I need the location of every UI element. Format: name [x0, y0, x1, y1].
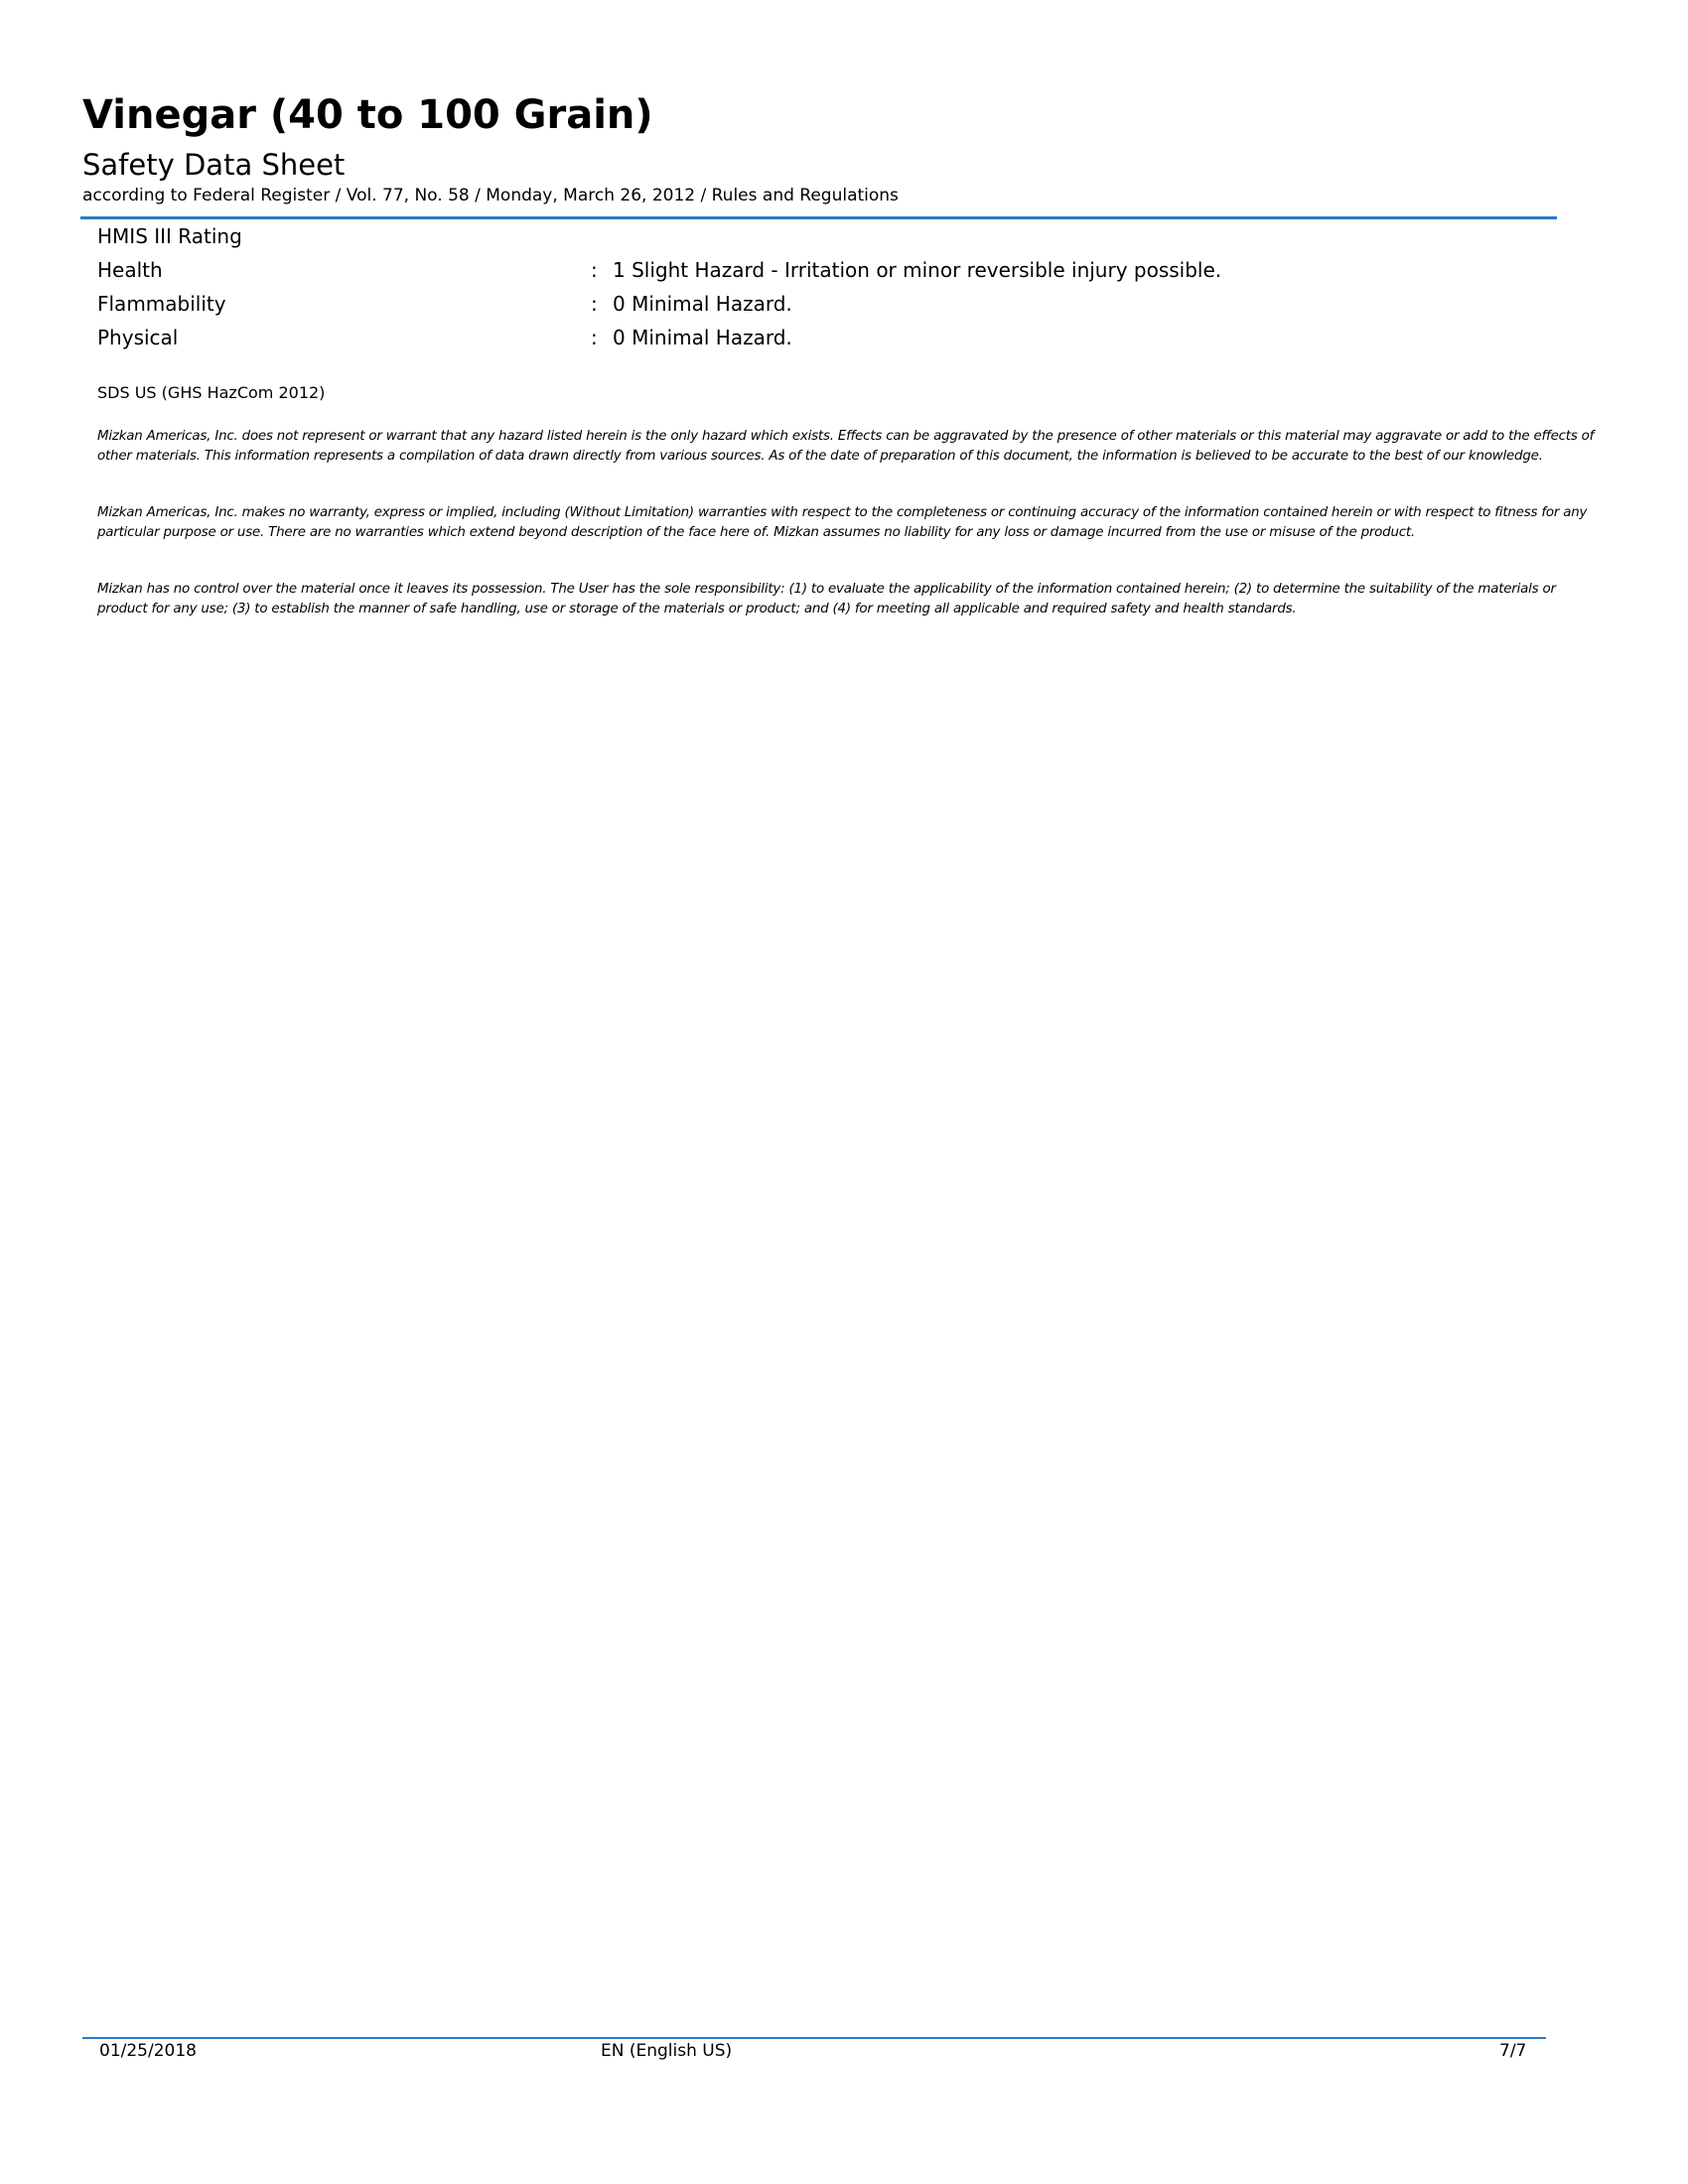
hmis-row-label: Flammability [97, 292, 226, 316]
document-title: Vinegar (40 to 100 Grain) [82, 92, 653, 138]
regulation-reference: according to Federal Register / Vol. 77, No. 58 / Monday, March 26, 2012 / Rules and Regulations [82, 186, 899, 205]
hmis-row-separator: : [591, 258, 598, 282]
disclaimer-paragraph: Mizkan has no control over the material once it leaves its possession. The User has the sole responsibility: (1) to evaluate the applicability of the information contained herein; (2) to determine the suitability of the materials or product for any use; (3) to establish the manner of safe handling, use or storage of the materials or product; and (4) for meeting all applicable and required safety and health standards. [97, 582, 1556, 616]
disclaimer-paragraph: Mizkan Americas, Inc. makes no warranty, express or implied, including (Without Limitation) warranties with respect to the completeness or continuing accuracy of the information contained herein or with respect to fitness for any particular purpose or use. There are no warranties which extend beyond description of the face here of. Mizkan assumes no liability for any loss or damage incurred from the use or misuse of the product. [97, 505, 1588, 540]
footer-language: EN (English US) [601, 2041, 733, 2061]
hmis-row-label: Health [97, 258, 163, 282]
hmis-heading: HMIS III Rating [97, 224, 242, 248]
hmis-row-label: Physical [97, 326, 179, 349]
hmis-row-value: 1 Slight Hazard - Irritation or minor reversible injury possible. [613, 258, 1222, 282]
sds-reference: SDS US (GHS HazCom 2012) [97, 383, 326, 402]
header-divider [80, 216, 1557, 219]
hmis-row-separator: : [591, 292, 598, 316]
disclaimer-paragraph: Mizkan Americas, Inc. does not represent or warrant that any hazard listed herein is the only hazard which exists. Effects can be aggravated by the presence of other materials or this material may aggravate or add to the effects of other materials. This information represents a compilation of data drawn directly from various sources. As of the date of preparation of this document, the information is believed to be accurate to the best of our knowledge. [97, 429, 1595, 464]
footer-divider [82, 2037, 1546, 2039]
hmis-row-value: 0 Minimal Hazard. [613, 292, 792, 316]
hmis-row-separator: : [591, 326, 598, 349]
footer-date: 01/25/2018 [99, 2041, 197, 2061]
footer-page-number: 7/7 [1499, 2041, 1527, 2061]
hmis-row-value: 0 Minimal Hazard. [613, 326, 792, 349]
document-subtitle: Safety Data Sheet [82, 148, 346, 182]
